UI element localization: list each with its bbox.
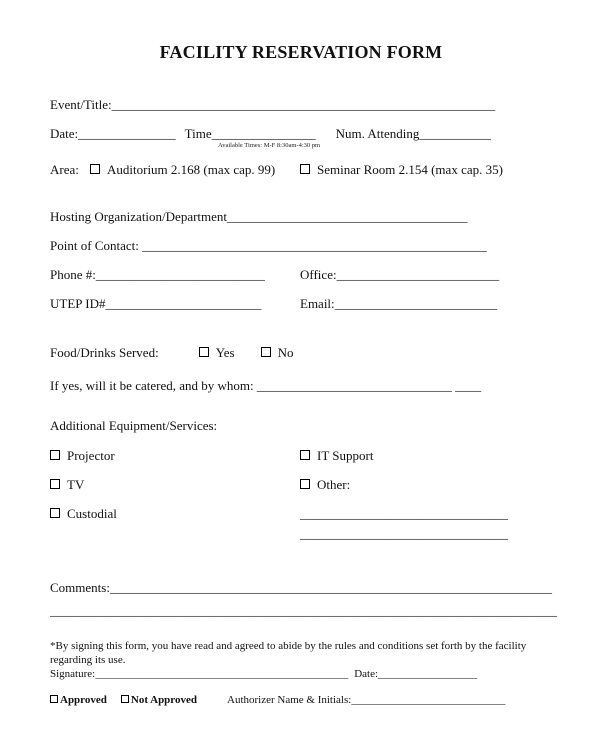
area-row: [50, 162, 552, 178]
phone-line: __________________________: [95, 267, 265, 282]
catered-line: ______________________________ ____: [256, 378, 482, 393]
food-drinks-row: [50, 345, 552, 361]
contact-label: Point of Contact:: [50, 238, 143, 253]
phone-office-row: [50, 267, 552, 283]
seminar-room-option-label: Seminar Room 2.154 (max cap. 35): [317, 162, 503, 177]
other-checkbox[interactable]: [300, 479, 310, 489]
hosting-row: [50, 209, 552, 225]
page-title: FACILITY RESERVATION FORM: [159, 42, 443, 62]
equipment-item-projector: [50, 448, 300, 464]
utep-id-line: ________________________: [105, 296, 262, 311]
signature-label: Signature:: [50, 668, 96, 680]
food-yes-checkbox[interactable]: [199, 347, 209, 357]
available-times-note: Available Times: M-F 8:30am-4:30 pm: [218, 142, 321, 149]
hosting-label: Hosting Organization/Department: [50, 209, 228, 224]
custodial-label: Custodial: [67, 506, 117, 521]
food-yes-label: Yes: [215, 345, 235, 360]
signing-note: *By signing this form, you have read and agreed to abide by the rules and conditions set forth by the facility regarding its use.: [50, 640, 527, 666]
utep-email-row: [50, 296, 552, 312]
auditorium-checkbox[interactable]: [90, 164, 100, 174]
office-label: Office:: [300, 267, 337, 282]
attending-line: ___________: [419, 126, 491, 141]
equipment-item-custodial: [50, 506, 300, 522]
authorizer-line: ____________________________: [351, 694, 506, 706]
event-title-line: ___________________________________________________________: [111, 97, 496, 112]
equipment-item-it-support: [300, 448, 552, 464]
food-drinks-label: Food/Drinks Served:: [50, 345, 159, 360]
comments-block: [50, 580, 557, 619]
other-line-1: ________________________________: [300, 506, 508, 521]
seminar-room-checkbox[interactable]: [300, 164, 310, 174]
office-line: _________________________: [336, 267, 500, 282]
footer-date-label: Date:: [354, 668, 379, 680]
email-line: _________________________: [334, 296, 498, 311]
phone-label: Phone #:: [50, 267, 96, 282]
tv-label: TV: [67, 477, 85, 492]
signature-line: ______________________________________________: [95, 668, 349, 680]
utep-id-label: UTEP ID#: [50, 296, 106, 311]
time-label: Time: [184, 126, 212, 141]
comments-line-2: ______________________________________________________________________________: [50, 603, 557, 618]
contact-line: _____________________________________________________: [142, 238, 487, 253]
not-approved-label: Not Approved: [130, 694, 197, 706]
food-no-checkbox[interactable]: [261, 347, 271, 357]
attending-label: Num. Attending: [335, 126, 420, 141]
projector-label: Projector: [67, 448, 115, 463]
approved-label: Approved: [60, 694, 107, 706]
food-no-label: No: [277, 345, 294, 360]
other-line-2: ________________________________: [300, 526, 508, 541]
catered-row: [50, 378, 552, 394]
it-support-label: IT Support: [317, 448, 374, 463]
email-label: Email:: [300, 296, 335, 311]
equipment-item-tv: [50, 477, 300, 493]
authorizer-label: Authorizer Name & Initials:: [227, 694, 352, 706]
tv-checkbox[interactable]: [50, 479, 60, 489]
auditorium-option-label: Auditorium 2.168 (max cap. 99): [107, 162, 276, 177]
comments-label: Comments:: [50, 580, 110, 595]
area-label: Area:: [50, 162, 79, 177]
hosting-line: _____________________________________: [227, 209, 468, 224]
date-time-row: [50, 126, 552, 149]
it-support-checkbox[interactable]: [300, 450, 310, 460]
footer-date-line: __________________: [378, 668, 478, 680]
signature-row: [50, 668, 552, 680]
equipment-item-other: [300, 477, 552, 493]
equipment-grid: [50, 448, 552, 542]
date-label: Date:: [50, 126, 79, 141]
custodial-checkbox[interactable]: [50, 508, 60, 518]
catered-label: If yes, will it be catered, and by whom:: [50, 378, 257, 393]
time-line: ________________: [211, 126, 316, 141]
event-title-row: [50, 97, 552, 113]
projector-checkbox[interactable]: [50, 450, 60, 460]
comments-line-1: ____________________________________________________________________: [109, 580, 552, 595]
date-line: _______________: [78, 126, 176, 141]
approval-row: [50, 694, 552, 706]
contact-row: [50, 238, 552, 254]
other-label: Other:: [317, 477, 351, 492]
equipment-heading: Additional Equipment/Services:: [50, 418, 218, 433]
not-approved-checkbox[interactable]: [121, 695, 129, 703]
event-title-label: Event/Title:: [50, 97, 112, 112]
approved-checkbox[interactable]: [50, 695, 58, 703]
